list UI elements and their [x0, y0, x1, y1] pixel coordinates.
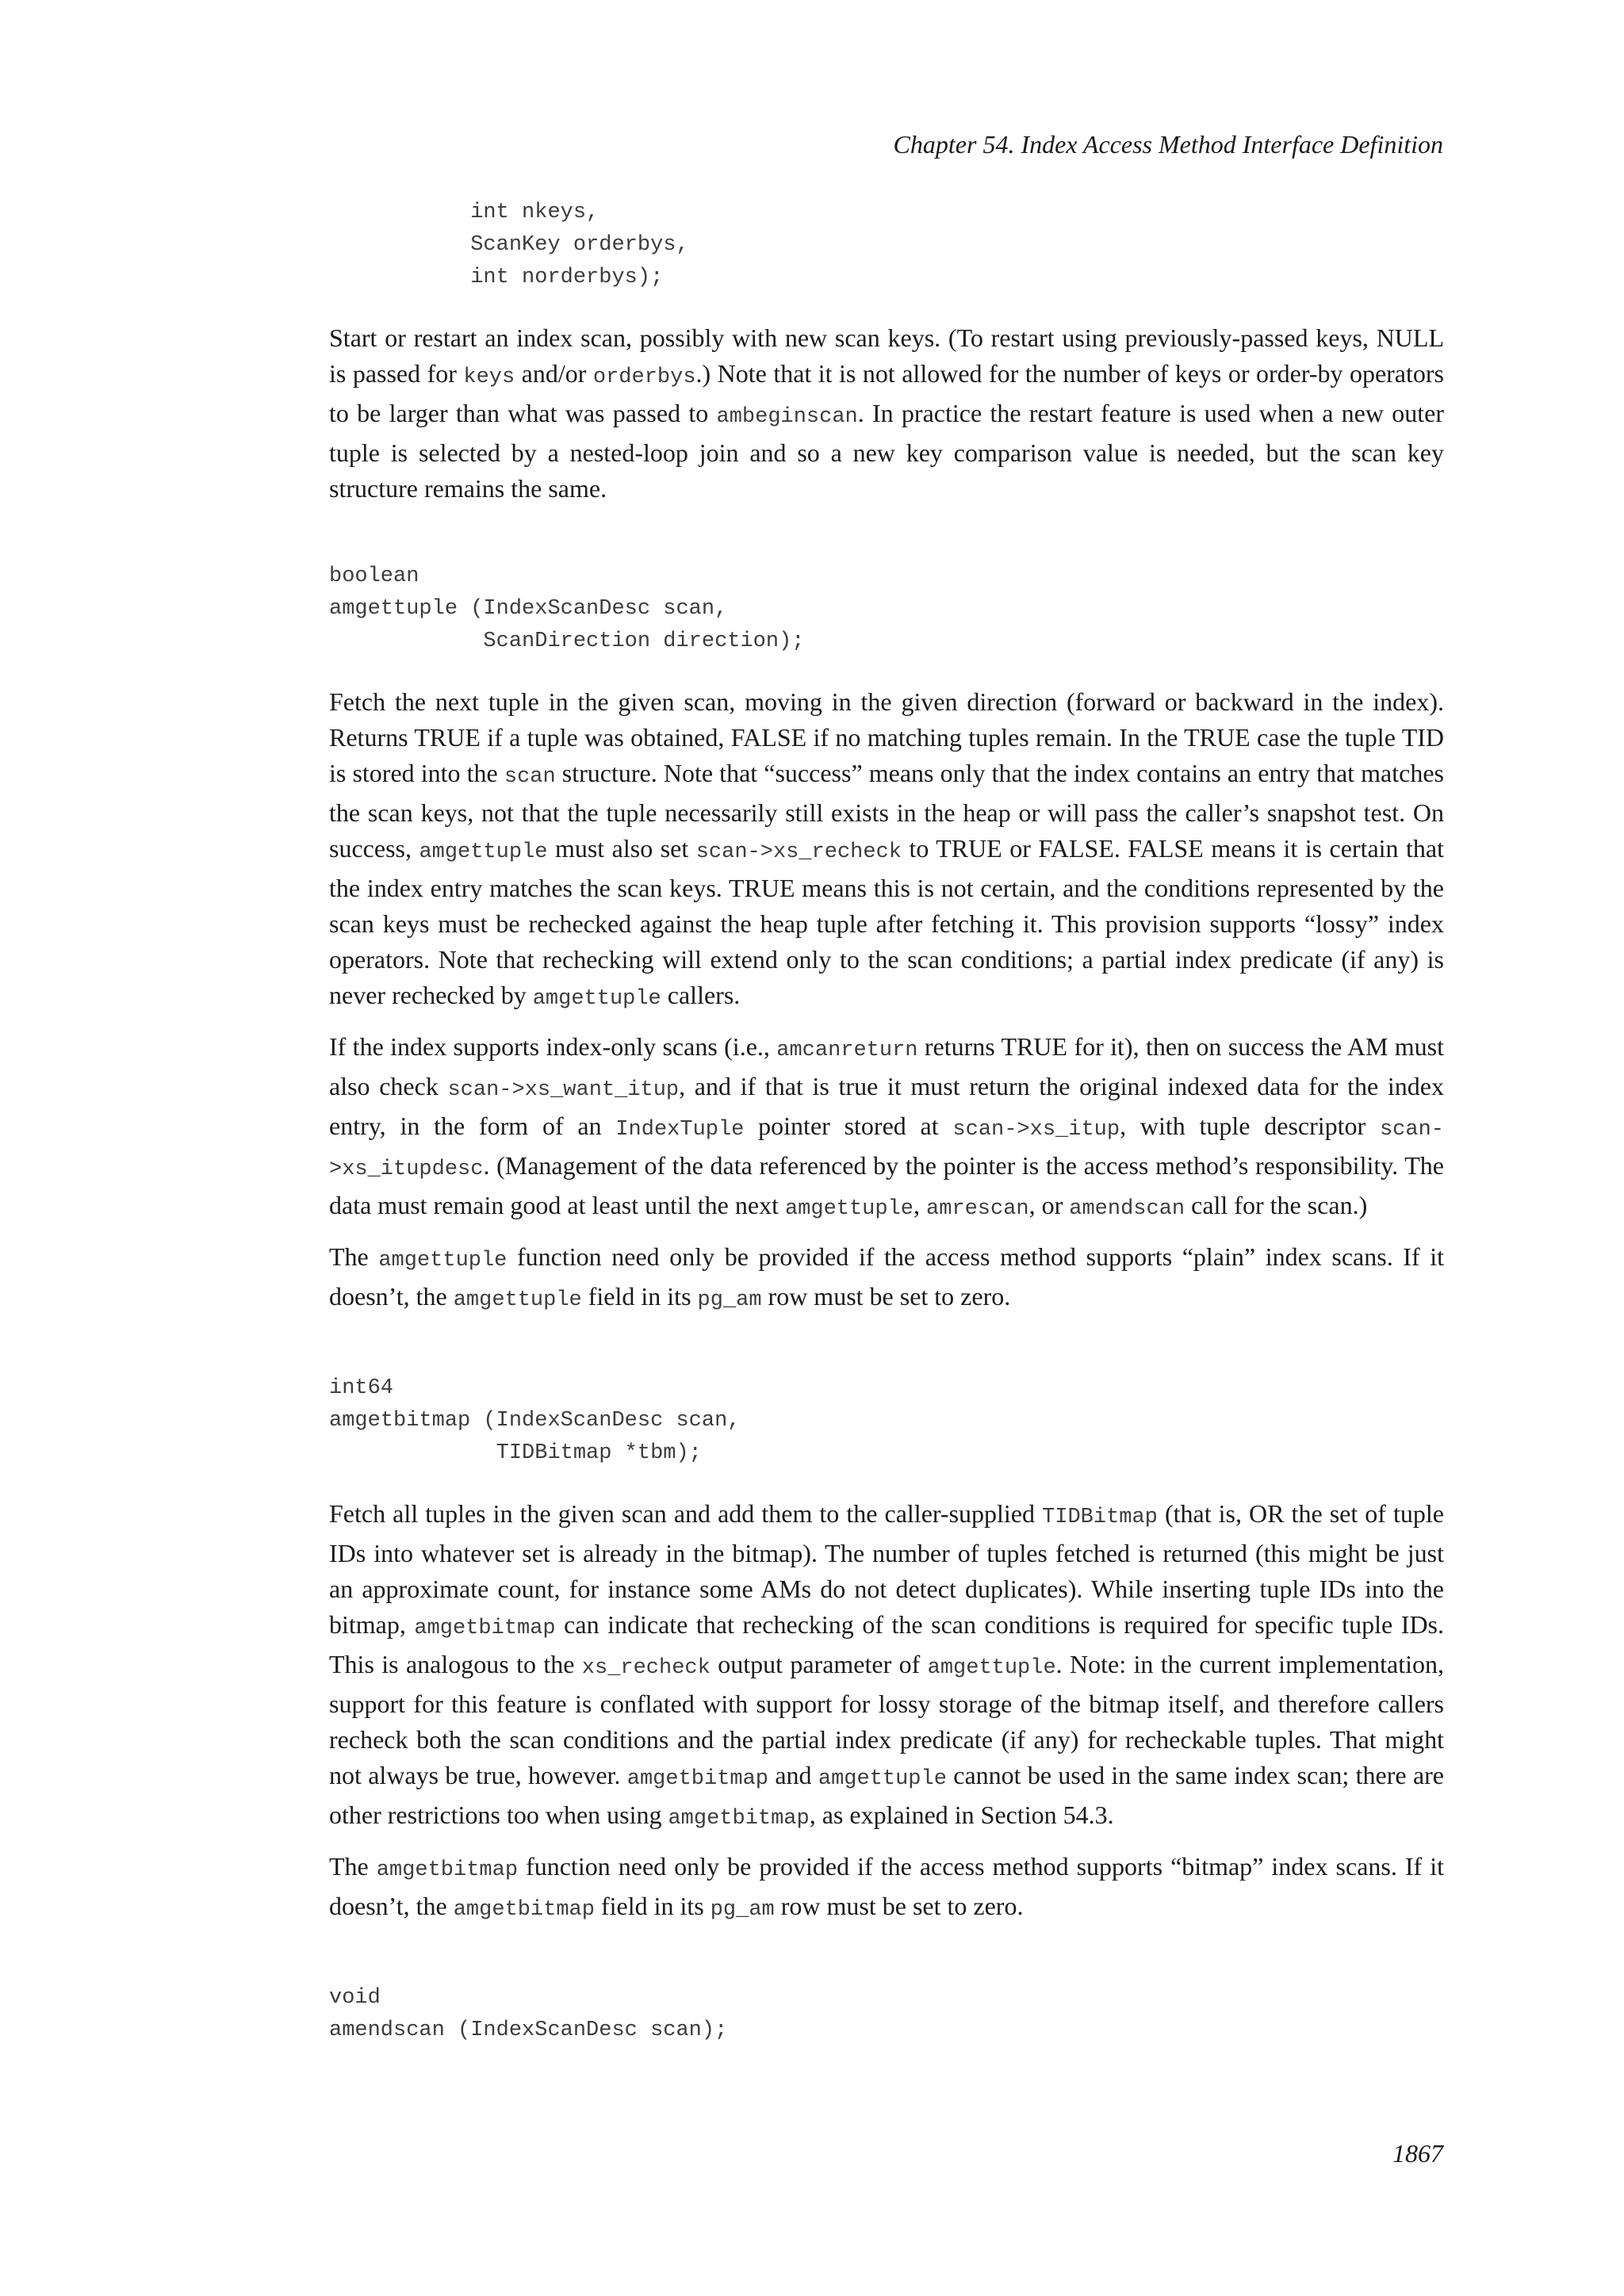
text-run: structure. Note that “success” means only that the index contains an entry that matches the scan keys, not that the tuple necessarily still exists in the heap or will pass the caller’s snapshot test. On success, — [329, 759, 1445, 863]
text-run: . Note: in the current implementation, support for this feature is conflated with support for lossy storage of the bitmap itself, and therefore callers recheck both the scan conditions and the partial index predicate (if any) for recheckable tuples. That might not always be true, however. — [329, 1650, 1445, 1789]
text-run: callers. — [661, 981, 741, 1009]
text-run: , with tuple descriptor — [1120, 1112, 1380, 1140]
text-run: cannot be used in the same index scan; there are other restrictions too when using — [329, 1761, 1445, 1829]
text-run: output parameter of — [710, 1650, 928, 1678]
text-run: , and if that is true it must return the original indexed data for the index entry, in the form of an — [329, 1072, 1445, 1140]
inline-code: keys — [463, 365, 515, 389]
inline-code: xs_recheck — [581, 1656, 710, 1680]
inline-code: amgetbitmap — [668, 1807, 810, 1831]
text-run: returns TRUE for it), then on success the AM must also check — [329, 1032, 1445, 1100]
paragraph-amgettuple-optional — [329, 1239, 1444, 1318]
inline-code: scan->xs_want_itup — [447, 1078, 680, 1102]
text-run: . In practice the restart feature is used when a new outer tuple is selected by a nested-loop join and so a new key comparison value is needed, but the scan key structure remains the same. — [329, 399, 1445, 503]
text-run: row must be set to zero. — [774, 1892, 1024, 1920]
inline-code: ambeginscan — [716, 405, 858, 429]
inline-code: amgetbitmap — [626, 1767, 769, 1791]
paragraph-index-only-scans — [329, 1029, 1444, 1227]
text-run: .) Note that it is not allowed for the number of keys or order-by operators to be larger than what was passed to — [329, 359, 1445, 427]
code-block-amrescan-params: int nkeys, ScanKey orderbys, int norderbys); — [470, 201, 689, 289]
text-run: The — [329, 1242, 379, 1271]
text-run: , as explained in Section 54.3. — [809, 1800, 1114, 1829]
text-run: to TRUE or FALSE. FALSE means it is certain that the index entry matches the scan keys. TRUE means this is not certain, and the conditions represented by the scan keys must be rechecked against the heap tuple after fetching it. This provision supports “lossy” index operators. Note that rechecking will extend only to the scan conditions; a partial index predicate (if any) is never rechecked by — [329, 834, 1445, 1009]
inline-code: pg_am — [710, 1898, 775, 1922]
text-run: field in its — [594, 1892, 710, 1920]
code-block-amgettuple: boolean amgettuple (IndexScanDesc scan, ScanDirection direction); — [329, 564, 805, 653]
text-run: pointer stored at — [744, 1112, 953, 1140]
text-run: Fetch all tuples in the given scan and add them to the caller-supplied — [329, 1499, 1043, 1528]
inline-code: scan->xs_itup — [952, 1118, 1120, 1142]
inline-code: scan->xs_itupdesc — [329, 1118, 1444, 1181]
inline-code: amgetbitmap — [376, 1858, 519, 1882]
text-run: function need only be provided if the access method supports “plain” index scans. If it doesn’t, the — [329, 1242, 1445, 1311]
text-run: , or — [1028, 1191, 1070, 1219]
text-run: and — [768, 1761, 818, 1789]
text-run: Start or restart an index scan, possibly with new scan keys. (To restart using previously-passed keys, NULL is passed for — [329, 323, 1444, 388]
code-block-amendscan: void amendscan (IndexScanDesc scan); — [329, 1986, 728, 2042]
text-run: field in its — [581, 1282, 698, 1311]
text-run: row must be set to zero. — [761, 1282, 1011, 1311]
text-run: call for the scan.) — [1185, 1191, 1368, 1219]
inline-code: TIDBitmap — [1042, 1506, 1158, 1529]
text-run: Fetch the next tuple in the given scan, moving in the given direction (forward or backward in the index). Returns TRUE if a tuple was obtained, FALSE if no matching tuples remain. In the TRUE case the tuple TID is stored into the — [329, 687, 1444, 787]
inline-code: amgettuple — [784, 1197, 914, 1221]
running-header: Chapter 54. Index Access Method Interface Definition — [893, 130, 1443, 159]
inline-code: amgetbitmap — [414, 1617, 556, 1640]
inline-code: amrescan — [926, 1197, 1029, 1221]
inline-code: amgettuple — [453, 1288, 582, 1312]
inline-code: amgettuple — [419, 840, 548, 864]
inline-code: scan — [504, 765, 556, 789]
paragraph-amgetbitmap-description — [329, 1496, 1444, 1837]
page-content — [329, 197, 1444, 2047]
paragraph-amgetbitmap-optional — [329, 1849, 1444, 1928]
inline-code: orderbys — [592, 365, 696, 389]
text-run: The — [329, 1852, 377, 1881]
text-run: and/or — [515, 359, 593, 388]
paragraph-amgettuple-description — [329, 684, 1444, 1017]
text-run: . (Management of the data referenced by the pointer is the access method’s responsibility. The data must remain good at least until the next — [329, 1151, 1444, 1219]
inline-code: amendscan — [1069, 1197, 1185, 1221]
inline-code: pg_am — [697, 1288, 762, 1312]
code-block-amgetbitmap: int64 amgetbitmap (IndexScanDesc scan, TIDBitmap *tbm); — [329, 1376, 741, 1465]
text-run: If the index supports index-only scans (i.e., — [329, 1032, 777, 1061]
inline-code: scan->xs_recheck — [695, 840, 902, 864]
inline-code: amgetbitmap — [453, 1898, 595, 1922]
text-run: must also set — [547, 834, 696, 863]
inline-code: amgettuple — [818, 1767, 947, 1791]
paragraph-amrescan-description — [329, 320, 1444, 507]
inline-code: amgettuple — [532, 987, 661, 1011]
text-run: can indicate that rechecking of the scan conditions is required for specific tuple IDs. This is analogous to the — [329, 1610, 1445, 1678]
inline-code: amgettuple — [378, 1249, 508, 1272]
inline-code: IndexTuple — [615, 1118, 745, 1142]
inline-code: amgettuple — [927, 1656, 1056, 1680]
text-run: , — [914, 1191, 926, 1219]
text-run: function need only be provided if the access method supports “bitmap” index scans. If it doesn’t, the — [329, 1852, 1445, 1920]
page-number: 1867 — [1392, 2139, 1443, 2168]
inline-code: amcanreturn — [776, 1039, 918, 1062]
text-run: (that is, OR the set of tuple IDs into whatever set is already in the bitmap). The number of tuples fetched is returned (this might be just an approximate count, for instance some AMs do not detect duplicates). While inserting tuple IDs into the bitmap, — [329, 1499, 1445, 1639]
